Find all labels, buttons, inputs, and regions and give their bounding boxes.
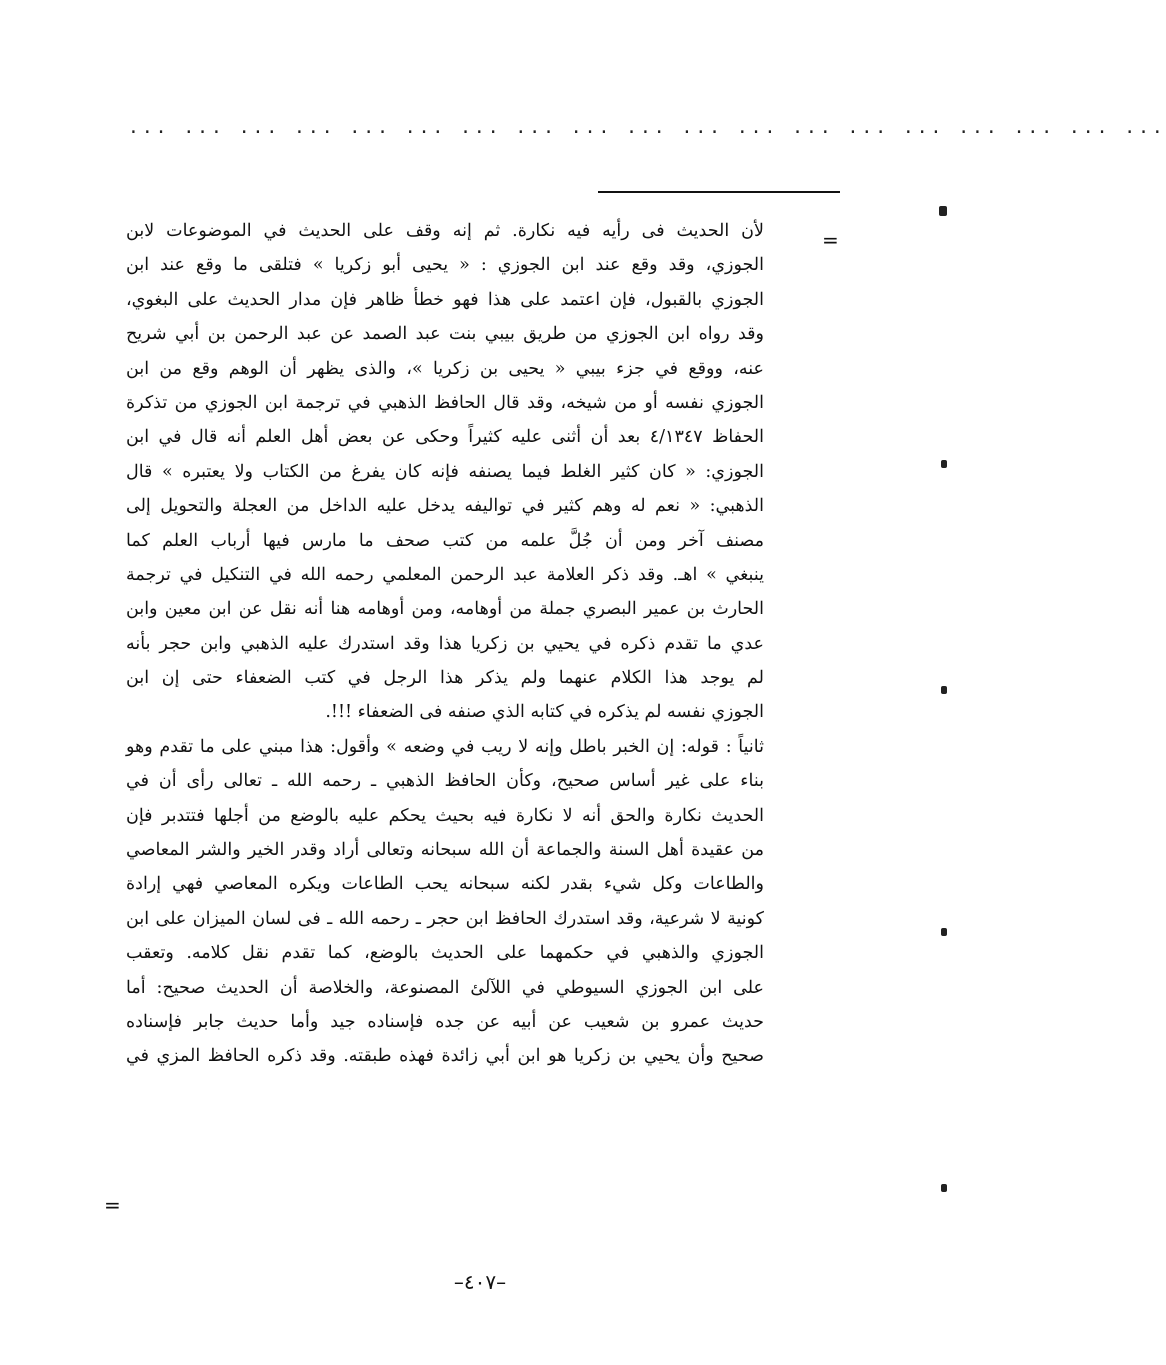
scan-edge-mark <box>941 928 947 936</box>
continuation-marker-bottom: = <box>104 1193 121 1217</box>
footnote-line: الذهبي: « نعم له وهم كثير في تواليفه يدخل عليه الداخل من العجلة والتحويل إلى <box>126 496 764 517</box>
footnote-text <box>126 214 764 1074</box>
footnote-line: وقد رواه ابن الجوزي من طريق بيبي بنت عبد الصمد عن عبد الرحمن بن أبي شريح <box>126 324 764 345</box>
footnote-line: عنه، ووقع في جزء بيبي « يحيى بن زكريا »، والذى يظهر أن الوهم وقع من ابن <box>126 358 764 379</box>
footnote-line: الجوزي والذهبي في حكمهما على الحديث بالوضع، كما تقدم نقل كلامه. وتعقب <box>126 943 764 964</box>
footnote-line: على ابن الجوزي السيوطي في اللآلئ المصنوعة، والخلاصة أن الحديث صحيح: أما <box>126 977 764 998</box>
page-number: –٤٠٧– <box>453 1270 507 1294</box>
footnote-line: الحديث نكارة والحق أنه لا نكارة فيه بحيث يحكم عليه بالوضع من أجلها فتتدبر فإن <box>126 805 764 826</box>
footnote-line: بناء على غير أساس صحيح، وكأن الحافظ الذهبي ـ رحمه الله ـ تعالى رأى أن في <box>126 771 764 792</box>
footnote-line: لم يوجد هذا الكلام عنهما ولم يذكر هذا الرجل في كتب الضعفاء حتى إن ابن <box>126 668 764 689</box>
footnote-rule <box>598 191 840 193</box>
footnote-line: لأن الحديث فى رأيه فيه نكارة. ثم إنه وقف على الحديث في الموضوعات لابن <box>126 221 764 241</box>
footnote-line: الحارث بن عمير البصري جملة من أوهامه، ومن أوهامه هنا أنه نقل عن ابن معين وابن <box>126 599 764 620</box>
scan-edge-mark <box>939 206 947 216</box>
scan-edge-mark <box>941 1184 947 1192</box>
footnote-line: الجوزي: « كان كثير الغلط فيما يصنفه فإنه كان يفرغ من الكتاب ولا يعتبره » قال <box>126 461 764 482</box>
footnote-line: من عقيدة أهل السنة والجماعة أن الله سبحانه وتعالى أراد وقدر الخير والشر المعاصي <box>126 840 764 861</box>
footnote-line: حديث عمرو بن شعيب عن أبيه عن جده فإسناده جيد وأما حديث جابر فإسناده <box>126 1011 764 1032</box>
footnote-line: صحيح وأن يحيي بن زكريا هو ابن أبي زائدة فهذه طبقته. وقد ذكره الحافظ المزي في <box>126 1046 764 1067</box>
footnote-line: الجوزي نفسه لم يذكره في كتابه الذي صنفه فى الضعفاء !!!. <box>325 702 764 723</box>
footnote-line: ثانياً : قوله: إن الخبر باطل وإنه لا ريب في وضعه » وأقول: هذا مبني على ما تقدم وهو <box>126 736 764 757</box>
footnote-line: عدي ما تقدم ذكره في يحيي بن زكريا هذا وقد استدرك عليه الذهبي وابن حجر بأنه <box>126 633 764 654</box>
scan-edge-mark <box>941 686 947 694</box>
scan-edge-mark <box>941 460 947 468</box>
footnote-line: مصنف آخر ومن أن جُلَّ علمه من كتب صحف ما مارس فيها أرباب العلم كما <box>126 530 764 551</box>
footnote-line: والطاعات وكل شيء بقدر لكنه سبحانه يحب الطاعات ويكره المعاصي فهي إرادة <box>126 874 764 895</box>
footnote-line: الحفاظ ٤/١٣٤٧ بعد أن أثنى عليه كثيراً وحكى عن بعض أهل العلم أنه قال في ابن <box>126 427 764 448</box>
footnote-line: الجوزي، وقد وقع عند ابن الجوزي : « يحيى أبو زكريا » فتلقى ما وقع عند ابن <box>126 255 764 276</box>
footnote-line: الجوزي نفسه أو من شيخه، وقد قال الحافظ الذهبي في ترجمة ابن الجوزي من تذكرة <box>126 392 764 413</box>
footnote-line: الجوزي بالقبول، فإن اعتمد على هذا فهو خطأ ظاهر فإن مدار الحديث على البغوي، <box>126 289 764 310</box>
continuation-marker-top: = <box>822 228 839 252</box>
dot-leader-separator: ... ... ... ... ... ... ... ... ... ... ... ... ... ... ... ... ... ... ... <box>128 117 1166 138</box>
footnote-line: ينبغي » اهـ. وقد ذكر العلامة عبد الرحمن المعلمي رحمه الله في التنكيل في ترجمة <box>126 564 764 585</box>
footnote-line: كونية لا شرعية، وقد استدرك الحافظ ابن حجر ـ رحمه الله ـ فى لسان الميزان على ابن <box>126 908 764 929</box>
